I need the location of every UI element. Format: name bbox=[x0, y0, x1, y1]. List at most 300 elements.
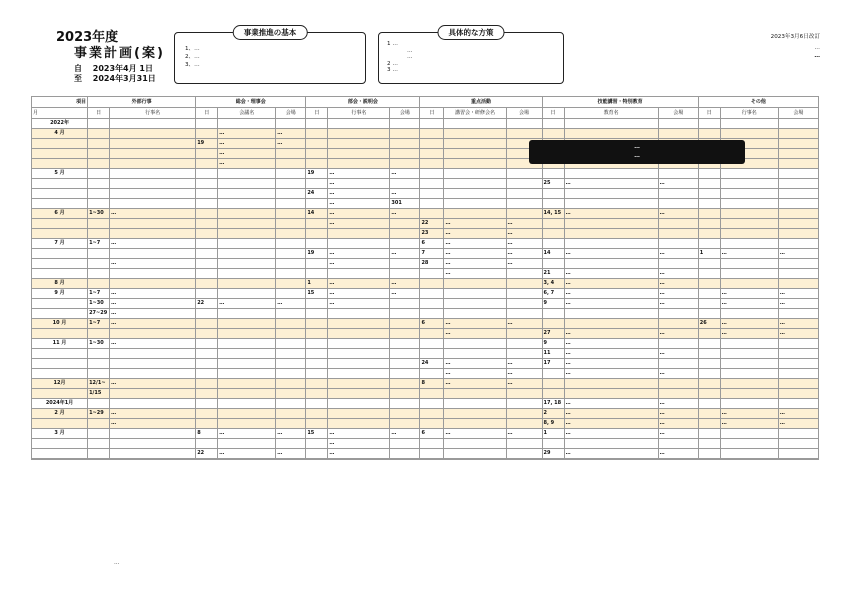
table-cell bbox=[276, 439, 306, 449]
table-cell bbox=[196, 319, 218, 329]
document-title: 事業計画(案) bbox=[74, 46, 165, 61]
month-cell: 2 月 bbox=[32, 409, 88, 419]
table-cell bbox=[196, 419, 218, 429]
table-cell bbox=[720, 129, 778, 139]
table-cell bbox=[420, 299, 444, 309]
table-cell bbox=[306, 399, 328, 409]
table-cell bbox=[420, 449, 444, 459]
table-cell bbox=[542, 309, 564, 319]
table-cell bbox=[542, 379, 564, 389]
table-cell bbox=[720, 449, 778, 459]
table-cell bbox=[778, 239, 818, 249]
table-cell: 17, 18 bbox=[542, 399, 564, 409]
table-cell bbox=[276, 459, 306, 460]
table-cell bbox=[720, 259, 778, 269]
table-cell: 14, 15 bbox=[542, 209, 564, 219]
sub-header: 会場 bbox=[506, 108, 542, 119]
table-cell bbox=[542, 189, 564, 199]
table-cell bbox=[390, 319, 420, 329]
table-cell bbox=[196, 209, 218, 219]
table-cell bbox=[276, 409, 306, 419]
table-cell bbox=[658, 379, 698, 389]
table-cell bbox=[444, 129, 506, 139]
month-cell bbox=[32, 139, 88, 149]
table-cell bbox=[88, 349, 110, 359]
table-cell bbox=[444, 209, 506, 219]
table-cell bbox=[88, 249, 110, 259]
table-cell bbox=[306, 369, 328, 379]
table-cell bbox=[420, 149, 444, 159]
table-cell bbox=[506, 459, 542, 460]
table-cell: 8, 9 bbox=[542, 419, 564, 429]
table-cell bbox=[306, 239, 328, 249]
table-cell bbox=[88, 149, 110, 159]
table-cell bbox=[196, 279, 218, 289]
table-cell bbox=[564, 129, 658, 139]
table-row bbox=[32, 199, 819, 209]
table-cell bbox=[196, 219, 218, 229]
table-cell bbox=[420, 369, 444, 379]
table-cell: … bbox=[778, 419, 818, 429]
table-cell: … bbox=[720, 329, 778, 339]
table-cell bbox=[420, 389, 444, 399]
table-cell bbox=[306, 379, 328, 389]
table-cell bbox=[306, 339, 328, 349]
table-cell bbox=[328, 419, 390, 429]
table-cell bbox=[720, 119, 778, 129]
table-cell bbox=[196, 409, 218, 419]
table-cell bbox=[196, 359, 218, 369]
table-row bbox=[32, 389, 819, 399]
table-cell: 9 bbox=[542, 339, 564, 349]
table-cell bbox=[542, 259, 564, 269]
table-cell bbox=[444, 289, 506, 299]
table-cell: 9 bbox=[542, 299, 564, 309]
month-cell: 5 月 bbox=[32, 169, 88, 179]
policy-item-3: 3 … bbox=[387, 67, 398, 73]
table-row bbox=[32, 269, 819, 279]
table-cell bbox=[390, 439, 420, 449]
table-cell bbox=[698, 179, 720, 189]
table-cell bbox=[698, 459, 720, 460]
month-cell: 11 月 bbox=[32, 339, 88, 349]
policy-item-2: 2 … bbox=[387, 60, 398, 67]
table-cell bbox=[720, 169, 778, 179]
table-cell bbox=[218, 329, 276, 339]
table-cell: … bbox=[658, 429, 698, 439]
table-cell bbox=[306, 259, 328, 269]
table-cell bbox=[658, 359, 698, 369]
table-cell: … bbox=[328, 199, 390, 209]
table-cell bbox=[542, 439, 564, 449]
table-cell bbox=[720, 339, 778, 349]
table-cell: … bbox=[390, 249, 420, 259]
table-cell bbox=[110, 449, 196, 459]
table-cell bbox=[698, 409, 720, 419]
table-cell bbox=[196, 129, 218, 139]
table-cell bbox=[88, 199, 110, 209]
table-cell bbox=[564, 319, 658, 329]
table-cell bbox=[218, 169, 276, 179]
table-cell bbox=[276, 399, 306, 409]
table-cell bbox=[420, 199, 444, 209]
table-cell bbox=[444, 339, 506, 349]
table-cell bbox=[506, 409, 542, 419]
table-cell bbox=[506, 419, 542, 429]
table-cell bbox=[328, 459, 390, 460]
table-cell: 6 bbox=[420, 239, 444, 249]
table-cell bbox=[88, 169, 110, 179]
table-cell: … bbox=[564, 349, 658, 359]
table-cell bbox=[196, 169, 218, 179]
table-cell bbox=[196, 249, 218, 259]
table-cell bbox=[110, 269, 196, 279]
table-cell bbox=[328, 379, 390, 389]
table-cell bbox=[328, 399, 390, 409]
table-cell bbox=[306, 409, 328, 419]
table-cell bbox=[506, 279, 542, 289]
table-cell bbox=[390, 259, 420, 269]
table-cell bbox=[420, 269, 444, 279]
table-cell bbox=[720, 459, 778, 460]
table-row bbox=[32, 349, 819, 359]
table-row bbox=[32, 339, 819, 349]
table-cell bbox=[110, 439, 196, 449]
table-cell: … bbox=[328, 179, 390, 189]
table-cell: 22 bbox=[196, 449, 218, 459]
sub-header: 日 bbox=[306, 108, 328, 119]
month-cell: 4 月 bbox=[32, 129, 88, 139]
table-cell: 1~30 bbox=[88, 339, 110, 349]
table-cell bbox=[110, 359, 196, 369]
table-cell: … bbox=[444, 259, 506, 269]
table-cell bbox=[306, 419, 328, 429]
table-cell bbox=[88, 159, 110, 169]
table-cell: … bbox=[276, 299, 306, 309]
table-cell bbox=[444, 459, 506, 460]
table-cell: 6 bbox=[420, 319, 444, 329]
table-cell bbox=[564, 229, 658, 239]
section-priority-activities: 重点活動 bbox=[420, 97, 542, 108]
table-cell bbox=[420, 459, 444, 460]
table-cell bbox=[196, 189, 218, 199]
section-committee-meetings: 部会・説明会 bbox=[306, 97, 420, 108]
table-row bbox=[32, 309, 819, 319]
table-cell bbox=[218, 459, 276, 460]
table-cell bbox=[110, 179, 196, 189]
table-cell: 24 bbox=[306, 189, 328, 199]
basics-title: 事業推進の基本 bbox=[233, 25, 308, 40]
table-row bbox=[32, 299, 819, 309]
table-cell bbox=[506, 299, 542, 309]
table-cell bbox=[720, 439, 778, 449]
table-cell bbox=[658, 239, 698, 249]
table-cell bbox=[328, 329, 390, 339]
sub-header: 日 bbox=[196, 108, 218, 119]
table-cell bbox=[390, 229, 420, 239]
table-cell bbox=[444, 169, 506, 179]
table-cell bbox=[328, 269, 390, 279]
table-cell bbox=[698, 199, 720, 209]
table-cell bbox=[778, 229, 818, 239]
table-cell bbox=[506, 289, 542, 299]
month-cell bbox=[32, 269, 88, 279]
table-cell bbox=[778, 379, 818, 389]
table-cell bbox=[390, 239, 420, 249]
table-cell bbox=[276, 159, 306, 169]
table-cell: 1~29 bbox=[88, 409, 110, 419]
table-cell bbox=[276, 359, 306, 369]
table-cell bbox=[564, 459, 658, 460]
table-cell bbox=[328, 359, 390, 369]
table-row bbox=[32, 259, 819, 269]
table-cell bbox=[328, 129, 390, 139]
table-cell bbox=[390, 149, 420, 159]
table-cell bbox=[88, 429, 110, 439]
table-cell bbox=[276, 229, 306, 239]
table-cell bbox=[390, 309, 420, 319]
table-cell: … bbox=[564, 409, 658, 419]
table-cell bbox=[698, 239, 720, 249]
table-row bbox=[32, 399, 819, 409]
table-cell bbox=[276, 199, 306, 209]
month-cell: 12月 bbox=[32, 379, 88, 389]
table-cell: 1~7 bbox=[88, 289, 110, 299]
section-header-row bbox=[32, 97, 819, 108]
table-cell bbox=[778, 139, 818, 149]
table-cell bbox=[328, 409, 390, 419]
table-cell bbox=[328, 239, 390, 249]
table-cell bbox=[420, 289, 444, 299]
table-cell: 8 bbox=[420, 379, 444, 389]
table-cell bbox=[390, 459, 420, 460]
table-cell bbox=[698, 429, 720, 439]
table-cell bbox=[720, 199, 778, 209]
table-cell bbox=[778, 359, 818, 369]
table-cell: … bbox=[110, 379, 196, 389]
table-cell bbox=[276, 259, 306, 269]
org-line-1: … bbox=[814, 45, 820, 51]
table-cell bbox=[390, 409, 420, 419]
table-cell bbox=[444, 399, 506, 409]
table-cell: … bbox=[564, 339, 658, 349]
table-row bbox=[32, 129, 819, 139]
table-cell bbox=[328, 139, 390, 149]
table-cell bbox=[88, 229, 110, 239]
month-cell: 2024年1月 bbox=[32, 399, 88, 409]
table-cell bbox=[306, 199, 328, 209]
table-cell: … bbox=[218, 129, 276, 139]
table-row bbox=[32, 289, 819, 299]
table-cell: … bbox=[110, 299, 196, 309]
table-cell bbox=[420, 139, 444, 149]
table-cell bbox=[306, 349, 328, 359]
table-cell bbox=[564, 169, 658, 179]
table-cell bbox=[88, 399, 110, 409]
table-cell bbox=[778, 159, 818, 169]
table-cell: 1/15 bbox=[88, 389, 110, 399]
table-cell bbox=[306, 229, 328, 239]
table-cell bbox=[306, 329, 328, 339]
basics-item-2: 2、… bbox=[185, 54, 200, 60]
table-cell bbox=[110, 459, 196, 460]
month-cell bbox=[32, 389, 88, 399]
section-external-events: 外部行事 bbox=[88, 97, 196, 108]
table-cell bbox=[778, 399, 818, 409]
table-cell bbox=[444, 159, 506, 169]
table-cell bbox=[444, 449, 506, 459]
table-cell: … bbox=[506, 369, 542, 379]
table-cell bbox=[720, 369, 778, 379]
table-cell bbox=[196, 439, 218, 449]
table-row bbox=[32, 449, 819, 459]
table-cell bbox=[778, 449, 818, 459]
table-cell: … bbox=[110, 259, 196, 269]
sub-header: 日 bbox=[420, 108, 444, 119]
table-cell bbox=[390, 159, 420, 169]
period-from-date: 2023年4月 1日 bbox=[92, 64, 153, 73]
table-cell: … bbox=[564, 289, 658, 299]
table-cell bbox=[276, 289, 306, 299]
table-cell bbox=[720, 359, 778, 369]
table-cell: … bbox=[390, 209, 420, 219]
table-cell bbox=[778, 169, 818, 179]
venue-notice-banner bbox=[529, 140, 745, 164]
table-cell bbox=[564, 239, 658, 249]
table-cell bbox=[564, 389, 658, 399]
table-cell: … bbox=[276, 139, 306, 149]
table-cell: … bbox=[506, 229, 542, 239]
table-cell bbox=[196, 399, 218, 409]
table-cell bbox=[390, 349, 420, 359]
table-cell: … bbox=[444, 219, 506, 229]
table-cell bbox=[88, 439, 110, 449]
table-cell: … bbox=[564, 249, 658, 259]
table-cell: … bbox=[110, 209, 196, 219]
table-cell: 27~29 bbox=[88, 309, 110, 319]
table-cell bbox=[420, 169, 444, 179]
table-cell bbox=[218, 219, 276, 229]
table-cell: 25 bbox=[542, 179, 564, 189]
month-cell bbox=[32, 249, 88, 259]
table-cell bbox=[328, 369, 390, 379]
table-cell: … bbox=[444, 319, 506, 329]
table-cell bbox=[218, 259, 276, 269]
table-cell: … bbox=[218, 159, 276, 169]
table-cell bbox=[720, 229, 778, 239]
table-cell: 17 bbox=[542, 359, 564, 369]
table-cell bbox=[306, 439, 328, 449]
table-cell bbox=[444, 189, 506, 199]
table-cell bbox=[390, 339, 420, 349]
table-cell bbox=[506, 389, 542, 399]
table-cell bbox=[306, 159, 328, 169]
table-cell bbox=[698, 359, 720, 369]
table-cell bbox=[444, 179, 506, 189]
table-cell bbox=[218, 289, 276, 299]
table-cell bbox=[506, 199, 542, 209]
table-cell bbox=[658, 189, 698, 199]
table-cell: … bbox=[444, 329, 506, 339]
table-cell bbox=[110, 159, 196, 169]
table-cell bbox=[658, 229, 698, 239]
table-cell bbox=[564, 189, 658, 199]
table-cell: … bbox=[110, 309, 196, 319]
table-cell bbox=[218, 239, 276, 249]
table-cell bbox=[276, 209, 306, 219]
table-cell bbox=[306, 119, 328, 129]
month-cell: 8 月 bbox=[32, 279, 88, 289]
table-cell bbox=[420, 209, 444, 219]
table-cell bbox=[698, 339, 720, 349]
table-cell bbox=[506, 119, 542, 129]
table-cell bbox=[110, 199, 196, 209]
table-cell bbox=[218, 229, 276, 239]
table-cell bbox=[506, 399, 542, 409]
table-cell: … bbox=[218, 139, 276, 149]
table-cell bbox=[328, 339, 390, 349]
table-cell bbox=[196, 159, 218, 169]
table-cell bbox=[88, 139, 110, 149]
table-cell bbox=[328, 319, 390, 329]
table-cell bbox=[720, 399, 778, 409]
table-cell bbox=[506, 179, 542, 189]
table-cell: … bbox=[564, 399, 658, 409]
table-cell bbox=[658, 339, 698, 349]
table-cell: 11 bbox=[542, 349, 564, 359]
table-cell bbox=[698, 449, 720, 459]
table-cell bbox=[778, 119, 818, 129]
table-cell bbox=[658, 389, 698, 399]
month-cell bbox=[32, 229, 88, 239]
table-cell bbox=[306, 129, 328, 139]
table-cell bbox=[420, 119, 444, 129]
table-cell: … bbox=[778, 329, 818, 339]
venue-notice-line-2: … bbox=[634, 153, 640, 159]
table-cell bbox=[196, 459, 218, 460]
table-cell: … bbox=[390, 429, 420, 439]
table-cell bbox=[390, 219, 420, 229]
table-cell bbox=[88, 189, 110, 199]
table-cell: 1 bbox=[698, 249, 720, 259]
table-cell bbox=[218, 249, 276, 259]
table-cell bbox=[276, 219, 306, 229]
table-cell bbox=[444, 409, 506, 419]
table-cell bbox=[506, 269, 542, 279]
table-cell bbox=[218, 199, 276, 209]
table-cell bbox=[196, 269, 218, 279]
table-cell: … bbox=[390, 169, 420, 179]
table-cell bbox=[218, 369, 276, 379]
table-cell bbox=[542, 169, 564, 179]
table-cell bbox=[276, 349, 306, 359]
table-cell bbox=[276, 419, 306, 429]
table-cell: … bbox=[720, 249, 778, 259]
table-cell bbox=[658, 319, 698, 329]
table-cell: … bbox=[564, 179, 658, 189]
table-cell bbox=[88, 129, 110, 139]
month-cell bbox=[32, 439, 88, 449]
table-cell: 1 bbox=[306, 279, 328, 289]
table-cell: … bbox=[110, 419, 196, 429]
table-cell bbox=[658, 199, 698, 209]
table-cell: … bbox=[658, 249, 698, 259]
month-cell bbox=[32, 219, 88, 229]
table-cell bbox=[506, 349, 542, 359]
month-cell bbox=[32, 369, 88, 379]
table-row bbox=[32, 119, 819, 129]
table-cell: 27 bbox=[542, 329, 564, 339]
